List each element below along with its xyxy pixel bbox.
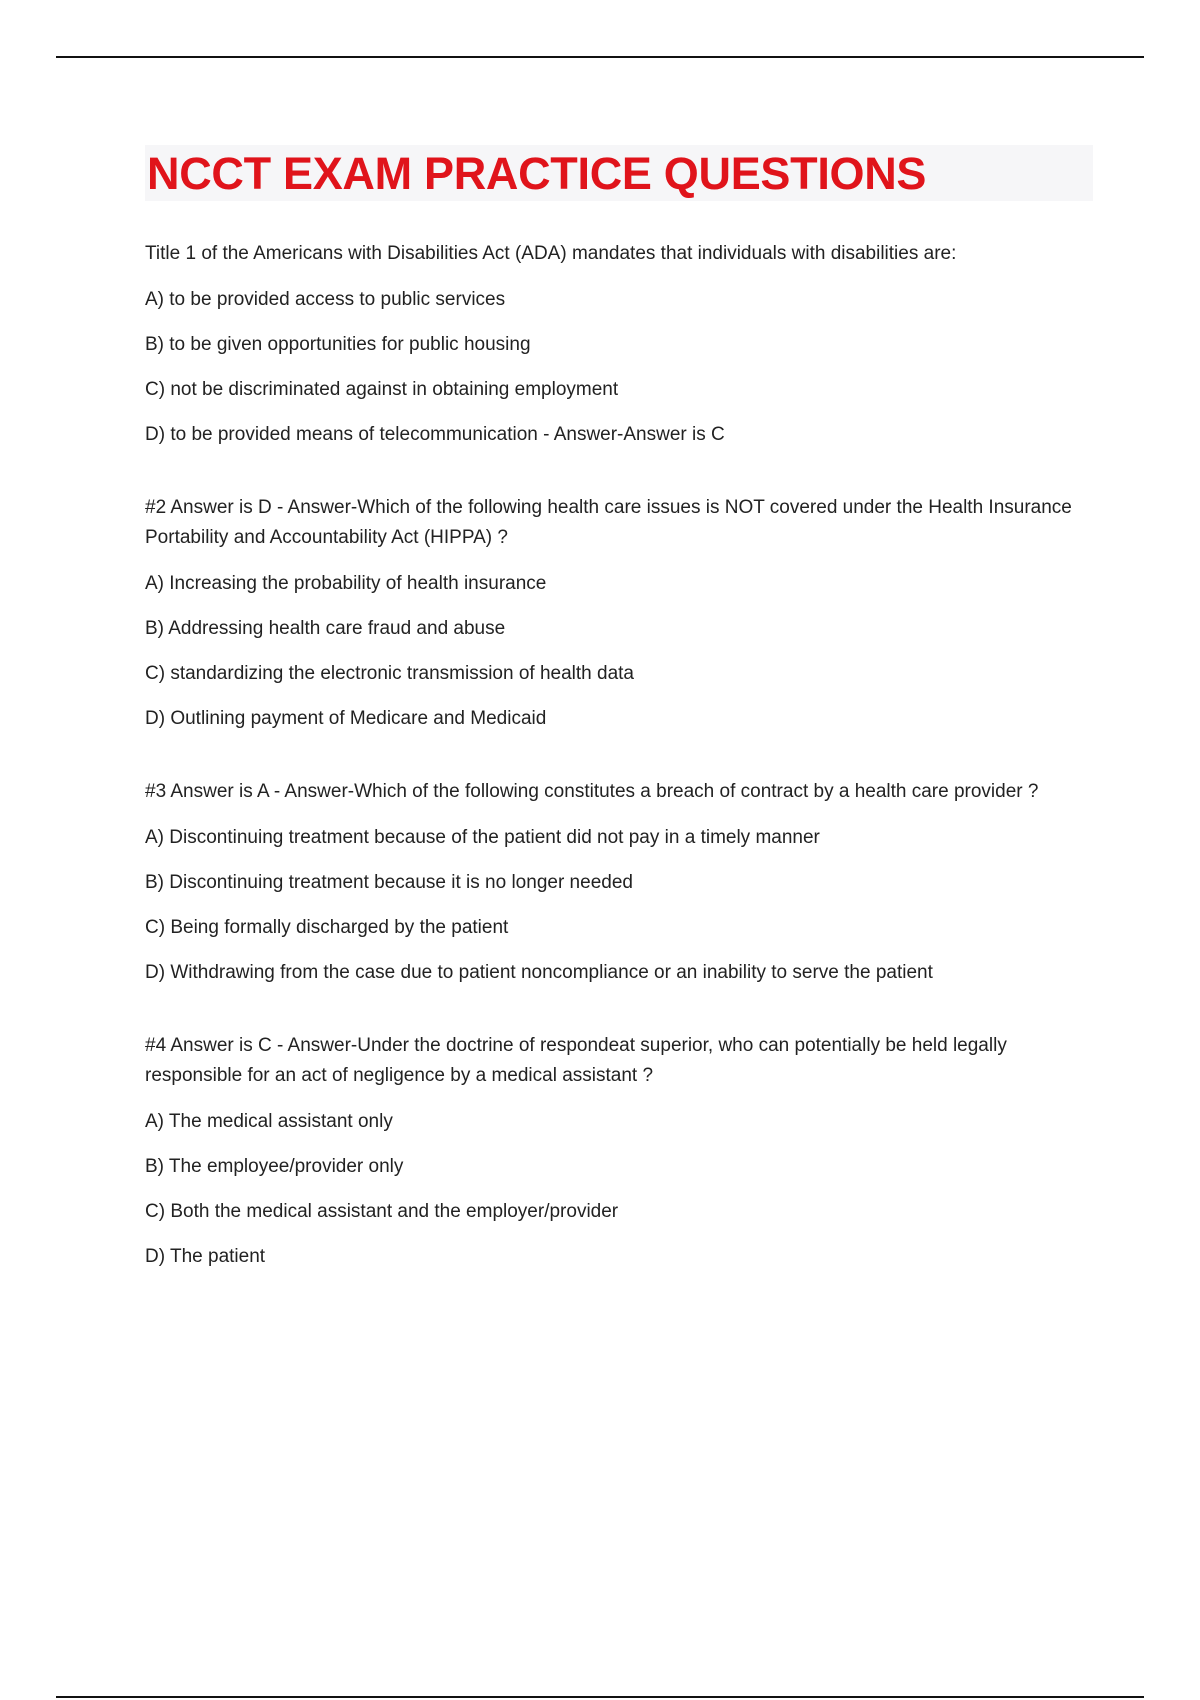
option-a: A) to be provided access to public services: [145, 289, 506, 310]
option-c: C) standardizing the electronic transmission of health data: [145, 663, 634, 684]
option-b: B) to be given opportunities for public housing: [145, 334, 531, 355]
option-b: B) Addressing health care fraud and abuse: [145, 618, 506, 639]
option-d: D) Outlining payment of Medicare and Medicaid: [145, 708, 547, 729]
document-body: [145, 145, 1095, 1315]
question-2: [145, 493, 1095, 733]
document-title: NCCT EXAM PRACTICE QUESTIONS: [147, 147, 927, 199]
option-b: B) The employee/provider only: [145, 1156, 404, 1177]
option-c: C) Being formally discharged by the patient: [145, 917, 509, 938]
question-1: [145, 239, 1095, 449]
option-a: A) The medical assistant only: [145, 1111, 393, 1132]
question-text: #3 Answer is A - Answer-Which of the following constitutes a breach of contract by a health care provider ?: [145, 781, 1039, 802]
option-d: D) to be provided means of telecommunication - Answer-Answer is C: [145, 424, 725, 445]
title-band: [145, 145, 1093, 201]
option-c: C) Both the medical assistant and the employer/provider: [145, 1201, 619, 1222]
top-rule: [56, 56, 1144, 58]
option-d: D) The patient: [145, 1246, 266, 1267]
option-a: A) Discontinuing treatment because of the patient did not pay in a timely manner: [145, 827, 820, 848]
question-3: [145, 777, 1095, 987]
bottom-rule: [56, 1696, 1144, 1698]
question-text: Title 1 of the Americans with Disabilities Act (ADA) mandates that individuals with disabilities are:: [145, 243, 957, 264]
option-d: D) Withdrawing from the case due to patient noncompliance or an inability to serve the patient: [145, 962, 933, 983]
option-a: A) Increasing the probability of health insurance: [145, 573, 547, 594]
question-text: #4 Answer is C - Answer-Under the doctrine of respondeat superior, who can potentially be held legally responsible for an act of negligence by a medical assistant ?: [145, 1035, 1007, 1086]
question-text: #2 Answer is D - Answer-Which of the following health care issues is NOT covered under the Health Insurance Portability and Accountability Act (HIPPA) ?: [145, 497, 1072, 548]
option-b: B) Discontinuing treatment because it is no longer needed: [145, 872, 633, 893]
option-c: C) not be discriminated against in obtaining employment: [145, 379, 619, 400]
question-4: [145, 1031, 1095, 1271]
